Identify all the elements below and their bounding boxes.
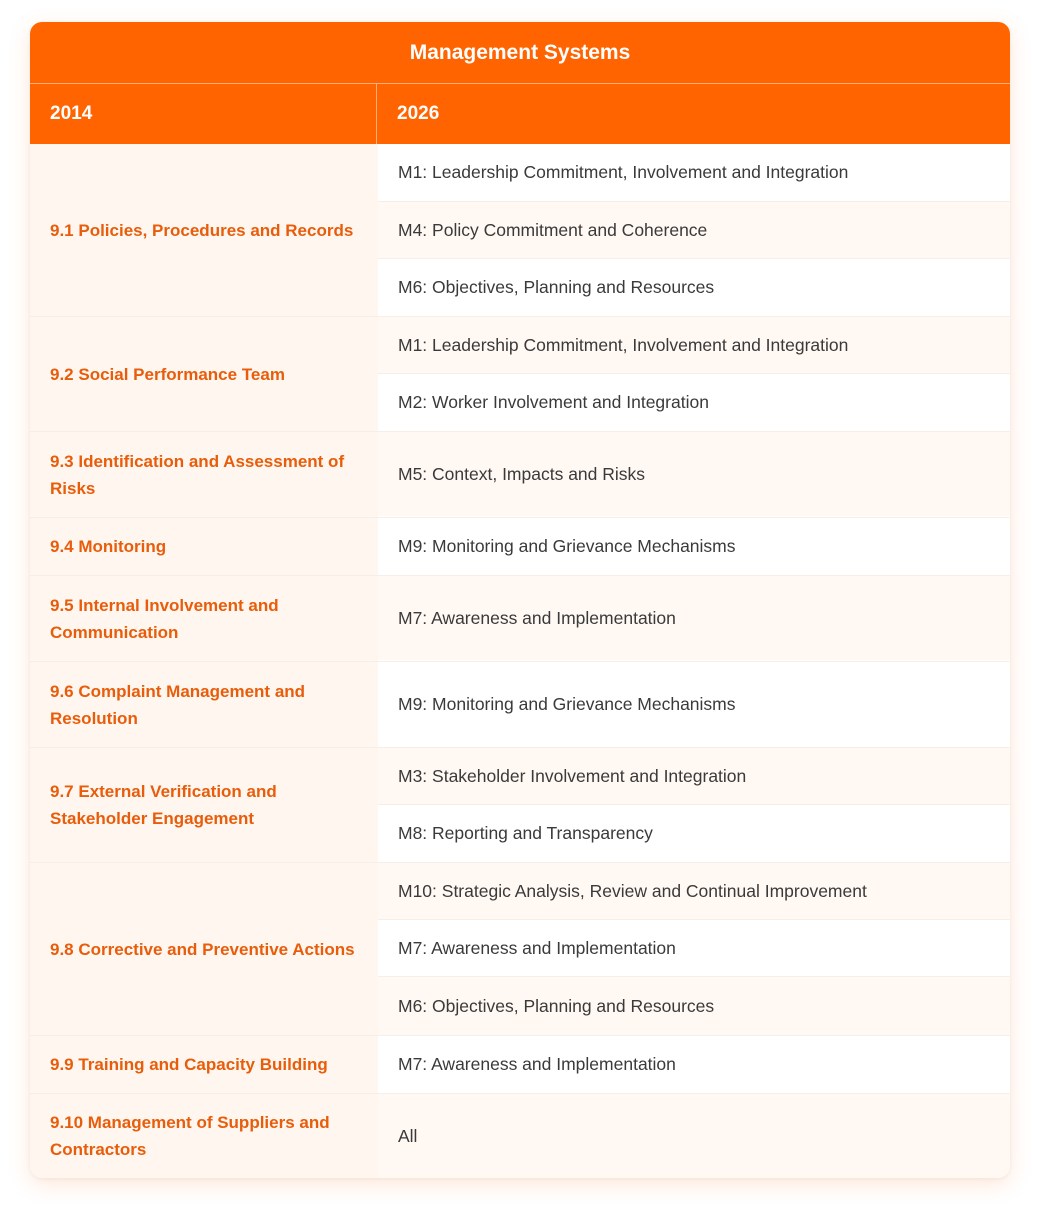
section-cell <box>30 748 378 862</box>
section-label: 9.2 Social Performance Team <box>50 364 285 384</box>
section-cell <box>30 432 378 517</box>
table-header <box>30 84 1010 144</box>
table-row <box>30 518 1010 576</box>
mapping-cell: M9: Monitoring and Grievance Mechanisms <box>378 518 1010 574</box>
section-cell <box>30 144 378 316</box>
management-systems-table <box>30 22 1010 1178</box>
mapping-cell: M7: Awareness and Implementation <box>378 920 1010 977</box>
section-label: 9.8 Corrective and Preventive Actions <box>50 939 355 959</box>
table-row <box>30 317 1010 432</box>
section-label: 9.6 Complaint Management and Resolution <box>50 681 306 728</box>
mapping-cell: M5: Context, Impacts and Risks <box>378 432 1010 516</box>
mapping-cell: M6: Objectives, Planning and Resources <box>378 259 1010 316</box>
mapping-cell: M4: Policy Commitment and Coherence <box>378 202 1010 259</box>
mapping-cell: M10: Strategic Analysis, Review and Continual Improvement <box>378 863 1010 920</box>
table-row <box>30 144 1010 317</box>
mapping-cell: All <box>378 1094 1010 1178</box>
mapping-cell: M6: Objectives, Planning and Resources <box>378 977 1010 1035</box>
mapping-cell: M3: Stakeholder Involvement and Integration <box>378 748 1010 805</box>
table-title: Management Systems <box>30 22 1010 84</box>
section-cell <box>30 317 378 431</box>
section-label: 9.4 Monitoring <box>50 537 167 556</box>
section-label: 9.5 Internal Involvement and Communication <box>50 595 279 642</box>
section-cell <box>30 576 378 661</box>
section-label: 9.9 Training and Capacity Building <box>50 1055 328 1074</box>
section-label: 9.1 Policies, Procedures and Records <box>50 220 354 240</box>
column-header-2014: 2014 <box>30 84 377 144</box>
table-row <box>30 1036 1010 1094</box>
table-row <box>30 432 1010 518</box>
section-label: 9.3 Identification and Assessment of Risks <box>50 451 345 498</box>
table-row <box>30 863 1010 1036</box>
section-cell <box>30 863 378 1035</box>
section-cell <box>30 1094 378 1178</box>
section-label: 9.7 External Verification and Stakeholder Engagement <box>50 782 277 828</box>
mapping-cell: M9: Monitoring and Grievance Mechanisms <box>378 662 1010 746</box>
table-row <box>30 748 1010 863</box>
section-cell <box>30 518 378 575</box>
mapping-cell: M1: Leadership Commitment, Involvement and Integration <box>378 317 1010 374</box>
column-header-2026: 2026 <box>397 103 440 124</box>
mapping-cell: M1: Leadership Commitment, Involvement and Integration <box>378 144 1010 202</box>
section-cell <box>30 662 378 747</box>
mapping-cell: M7: Awareness and Implementation <box>378 576 1010 660</box>
table-row <box>30 662 1010 748</box>
mapping-cell: M8: Reporting and Transparency <box>378 805 1010 862</box>
table-row <box>30 576 1010 662</box>
section-label: 9.10 Management of Suppliers and Contractors <box>50 1113 330 1159</box>
table-row <box>30 1094 1010 1178</box>
mapping-cell: M7: Awareness and Implementation <box>378 1036 1010 1092</box>
section-cell <box>30 1036 378 1093</box>
mapping-cell: M2: Worker Involvement and Integration <box>378 374 1010 431</box>
